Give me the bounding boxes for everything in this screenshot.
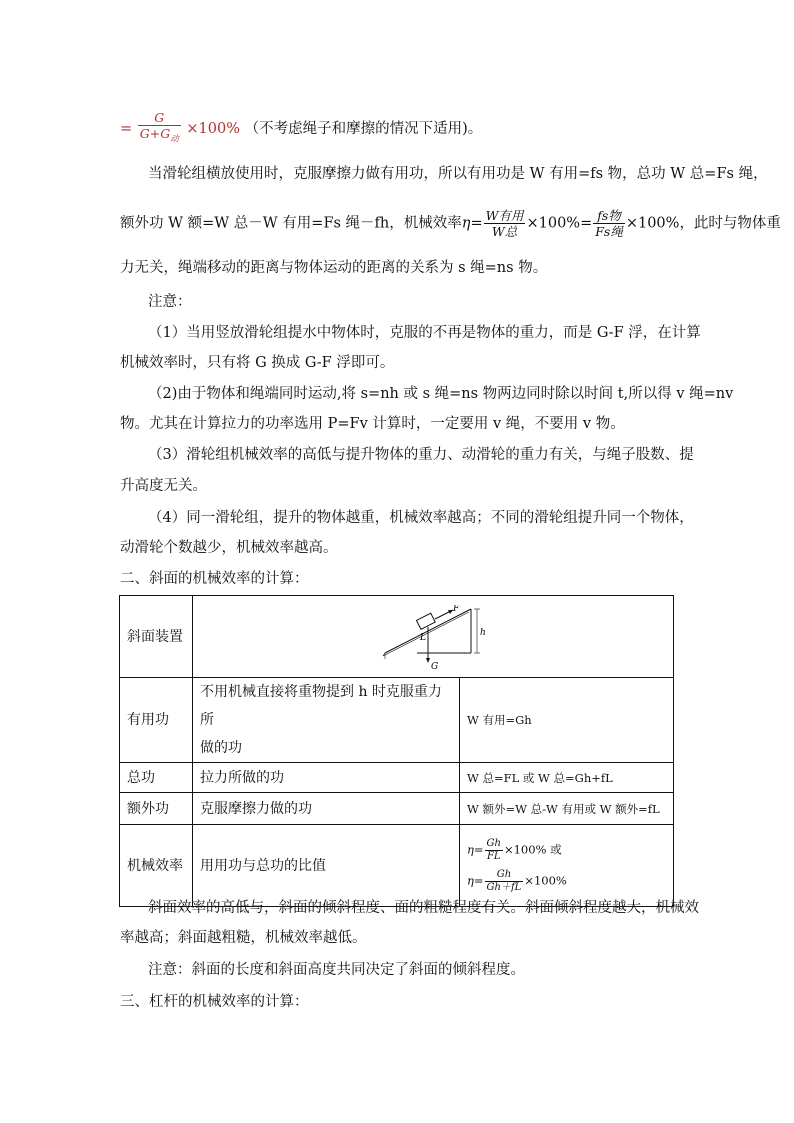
eta-symbol: η bbox=[467, 842, 474, 856]
fraction-numerator: W有用 bbox=[485, 208, 524, 223]
cell-desc-efficiency: 用用功与总功的比值 bbox=[193, 825, 460, 907]
table-row-efficiency bbox=[120, 825, 674, 907]
note1-line2: 机械效率时，只有将 G 换成 G-F 浮即可。 bbox=[120, 355, 395, 371]
cell-formula-extra-work: W 额外=W 总-W 有用或 W 额外=fL bbox=[460, 793, 674, 825]
times-100-percent: ×100% bbox=[625, 215, 680, 232]
note2-line2: 物。尤其在计算拉力的功率选用 P=Fv 计算时，一定要用 v 绳，不要用 v 物。 bbox=[120, 416, 625, 432]
den-plus: + bbox=[149, 126, 161, 141]
den-subscript: 动 bbox=[170, 134, 179, 145]
block bbox=[416, 613, 435, 629]
cell-desc-useful-work bbox=[193, 678, 460, 763]
para1-line3: 力无关，绳端移动的距离与物体运动的距离的关系为 s 绳=ns 物。 bbox=[120, 260, 548, 276]
cell-label-device: 斜面装置 bbox=[120, 596, 193, 678]
equals-sign: = bbox=[473, 873, 484, 887]
den-g2: G bbox=[160, 126, 171, 141]
label-height: h bbox=[480, 627, 486, 638]
eta-symbol: η bbox=[467, 873, 474, 887]
section3-heading: 三、杠杆的机械效率的计算： bbox=[120, 994, 309, 1010]
section2-heading: 二、斜面的机械效率的计算： bbox=[120, 571, 309, 587]
efficiency-formula-line bbox=[120, 110, 482, 148]
para1-line2-tail: ，此时与物体重 bbox=[679, 215, 781, 232]
fraction-numerator: Gh bbox=[486, 837, 501, 849]
efficiency-formula-1 bbox=[467, 838, 666, 863]
slope-efficiency-table bbox=[119, 595, 674, 907]
fraction-fs-over-fs bbox=[593, 208, 625, 239]
table-row-useful-work bbox=[120, 678, 674, 763]
label-gravity: G bbox=[431, 661, 439, 671]
note3-line1: （3）滑轮组机械效率的高低与提升物体的重力、动滑轮的重力有关，与绳子股数、提 bbox=[148, 447, 694, 463]
gravity-arrowhead bbox=[426, 658, 430, 663]
table-row-device bbox=[120, 596, 674, 678]
note2-line: 注意：斜面的长度和斜面高度共同决定了斜面的倾斜程度。 bbox=[148, 962, 525, 978]
note4-line1: （4）同一滑轮组，提升的物体越重，机械效率越高；不同的滑轮组提升同一个物体， bbox=[148, 510, 694, 526]
fraction-denominator: Fs绳 bbox=[595, 224, 623, 239]
fraction-numerator: G bbox=[138, 110, 181, 126]
para1-line2 bbox=[120, 208, 781, 239]
inclined-plane-diagram bbox=[373, 605, 493, 671]
cell-label-useful-work: 有用功 bbox=[120, 678, 193, 763]
cell-desc-extra-work: 克服摩擦力做的功 bbox=[193, 793, 460, 825]
fraction-denominator: Gh＋fL bbox=[486, 881, 522, 893]
desc-line2: 做的功 bbox=[200, 740, 242, 756]
para1-line2-text: 额外功 W 额=W 总－W 有用=Fs 绳－fh，机械效率 bbox=[120, 215, 462, 232]
eta-symbol: η bbox=[461, 215, 471, 232]
note2-line1: （2)由于物体和绳端同时运动,将 s=nh 或 s 绳=ns 物两边同时除以时间 t,所以得 v 绳=nv bbox=[148, 386, 734, 402]
formula-note: （不考虑绳子和摩擦的情况下适用)。 bbox=[244, 120, 483, 137]
formula-tail: ×100% 或 bbox=[503, 842, 562, 856]
cell-label-efficiency: 机械效率 bbox=[120, 825, 193, 907]
desc-line1: 不用机械直接将重物提到 h 时克服重力所 bbox=[200, 684, 442, 728]
fraction-denominator: W总 bbox=[491, 224, 518, 239]
cell-label-extra-work: 额外功 bbox=[120, 793, 193, 825]
equals-sign: = bbox=[120, 120, 133, 137]
note-title: 注意： bbox=[148, 294, 192, 310]
fraction-w-useful-over-w-total bbox=[484, 208, 526, 239]
fraction-gh-over-fl bbox=[485, 838, 503, 863]
cell-formula-efficiency bbox=[460, 825, 674, 907]
times-100-percent: ×100% bbox=[186, 120, 240, 137]
note3-line2: 升高度无关。 bbox=[120, 478, 207, 494]
fraction-denominator: FL bbox=[486, 850, 501, 862]
note1-line1: （1）当用竖放滑轮组提水中物体时，克服的不再是物体的重力，而是 G-F 浮，在计算 bbox=[148, 325, 701, 341]
cell-formula-total-work: W 总=FL 或 W 总=Gh+fL bbox=[460, 763, 674, 793]
equals-sign: = bbox=[473, 842, 484, 856]
label-force: F bbox=[453, 604, 460, 614]
label-length: L bbox=[420, 632, 426, 643]
cell-label-total-work: 总功 bbox=[120, 763, 193, 793]
cell-formula-useful-work: W 有用=Gh bbox=[460, 678, 674, 763]
table-row-extra-work bbox=[120, 793, 674, 825]
times-100-percent: ×100%= bbox=[526, 215, 593, 232]
fraction-numerator: fs物 bbox=[593, 208, 625, 224]
efficiency-formula-2 bbox=[467, 869, 666, 894]
fraction-gh-over-gh-plus-fl bbox=[485, 869, 524, 894]
equals-sign: = bbox=[470, 215, 483, 232]
fraction-denominator bbox=[138, 126, 181, 148]
para2-line1: 斜面效率的高低与，斜面的倾斜程度、面的粗糙程度有关。斜面倾斜程度越大，机械效 bbox=[148, 900, 699, 916]
den-g: G bbox=[139, 126, 150, 141]
table-row-total-work bbox=[120, 763, 674, 793]
cell-desc-total-work: 拉力所做的功 bbox=[193, 763, 460, 793]
fraction-numerator: Gh bbox=[485, 869, 524, 882]
para2-line2: 率越高；斜面越粗糙，机械效率越低。 bbox=[120, 930, 367, 946]
para1-line1: 当滑轮组横放使用时，克服摩擦力做有用功，所以有用功是 W 有用=fs 物，总功 W 总=Fs 绳， bbox=[148, 166, 768, 182]
fraction-g-over-g-plus-g bbox=[138, 110, 181, 148]
formula-tail: ×100% bbox=[524, 873, 567, 887]
note4-line2: 动滑轮个数越少，机械效率越高。 bbox=[120, 540, 338, 556]
cell-diagram bbox=[193, 596, 674, 678]
